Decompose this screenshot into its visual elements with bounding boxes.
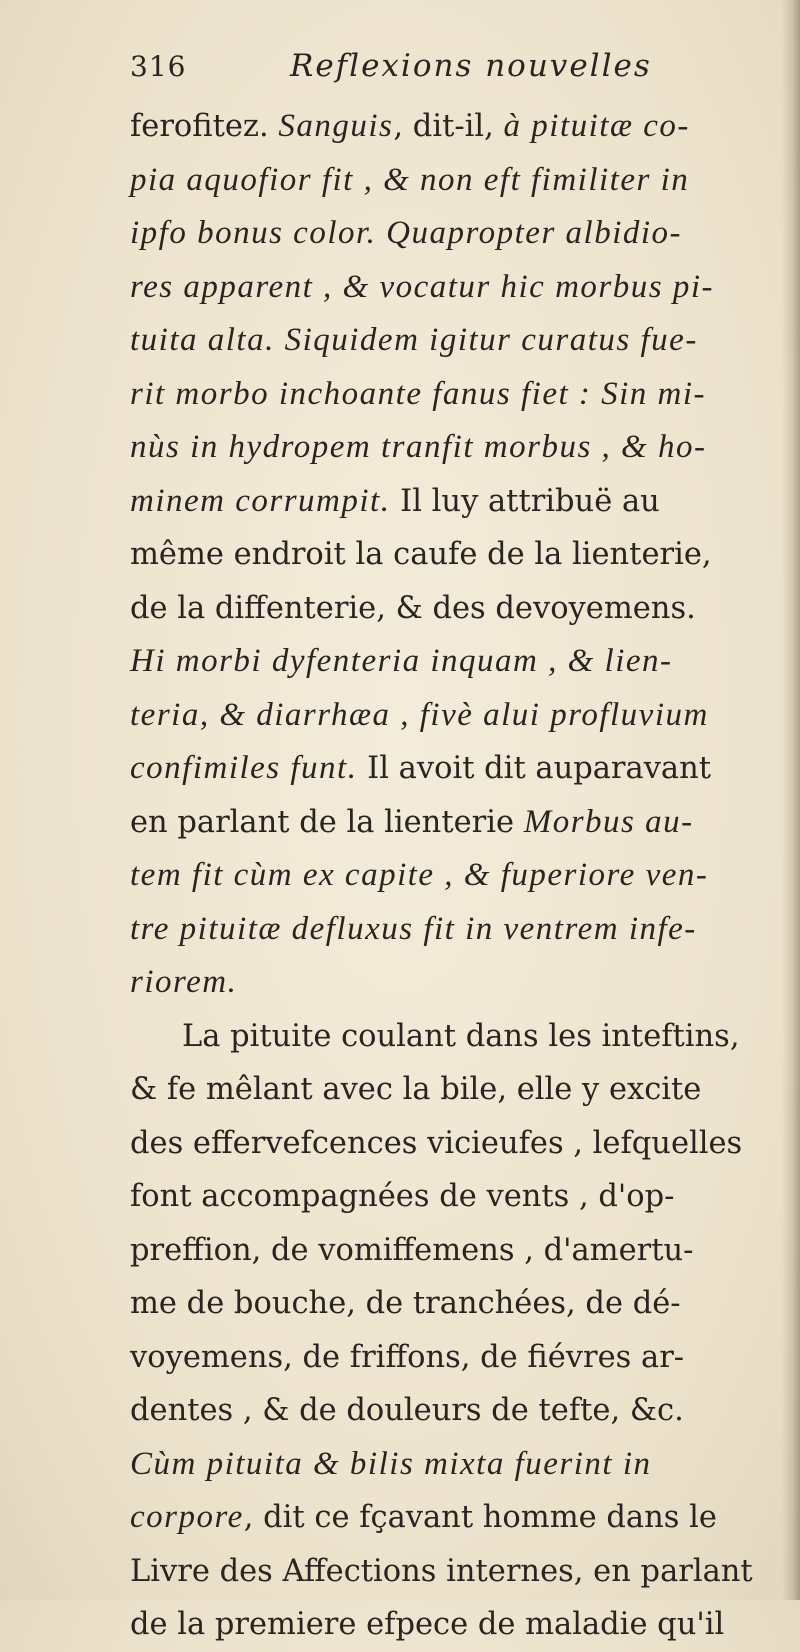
text-run: ferofitez. xyxy=(130,109,279,144)
page-number: 316 xyxy=(130,50,187,83)
italic-quote: tre pituitæ defluxus fit in ventrem infe- xyxy=(130,910,697,947)
italic-quote: Hi morbi dyfenteria inquam , & lien- xyxy=(130,643,673,679)
text-run: La pituite coulant dans les inteftins, xyxy=(182,1018,740,1054)
text-run: des effervefcences vicieufes , lefquelles xyxy=(130,1125,743,1161)
text-line xyxy=(130,635,780,689)
text-line xyxy=(130,742,780,796)
text-line xyxy=(130,1331,780,1385)
text-line xyxy=(130,1491,780,1545)
text-line xyxy=(130,1224,780,1278)
text-line xyxy=(130,1438,780,1492)
text-line xyxy=(130,903,780,957)
text-run: Il avoit dit auparavant xyxy=(357,751,712,786)
text-run: & fe mêlant avec la bile, elle y excite xyxy=(130,1072,702,1107)
text-line xyxy=(130,1545,780,1599)
text-line xyxy=(130,261,780,315)
text-line xyxy=(130,796,780,850)
italic-quote: rit morbo inchoante fanus fiet : Sin mi- xyxy=(130,375,707,412)
text-line xyxy=(130,956,780,1010)
text-line xyxy=(130,207,780,261)
running-head xyxy=(130,48,780,100)
text-line xyxy=(130,1010,780,1064)
text-run: font accompagnées de vents , d'op- xyxy=(130,1179,675,1214)
italic-quote: Morbus au- xyxy=(523,803,694,840)
italic-quote: tem fit cùm ex capite , & fuperiore ven- xyxy=(130,857,709,893)
text-line xyxy=(130,1063,780,1117)
text-run: Livre des Affections internes, en parlant xyxy=(130,1553,753,1589)
text-line xyxy=(130,421,780,475)
italic-quote: riorem. xyxy=(130,964,238,1000)
italic-quote: pia aquofior fit , & non eft fimiliter in xyxy=(130,161,690,198)
italic-quote: à pituitæ co- xyxy=(503,108,690,144)
text-line xyxy=(130,1384,780,1438)
italic-quote: res apparent , & vocatur hic morbus pi- xyxy=(130,268,715,305)
book-page xyxy=(130,48,780,1652)
text-line xyxy=(130,368,780,422)
body-text xyxy=(130,100,780,1652)
italic-quote: minem corrumpit. xyxy=(130,482,391,519)
text-run: de la diffenterie, & des devoyemens. xyxy=(130,590,696,626)
text-line xyxy=(130,528,780,582)
text-run: voyemens, de friffons, de fiévres ar- xyxy=(130,1339,685,1375)
italic-quote: nùs in hydropem tranfit morbus , & ho- xyxy=(130,429,707,465)
italic-quote: ipfo bonus color. Quapropter albidio- xyxy=(130,215,683,251)
page-edge-shadow xyxy=(782,0,800,1600)
text-line xyxy=(130,1170,780,1224)
italic-quote: corpore xyxy=(130,1499,244,1535)
text-line xyxy=(130,314,780,368)
text-line xyxy=(130,849,780,903)
italic-quote: teria, & diarrhæa , fivè alui profluvium xyxy=(130,696,709,733)
text-line xyxy=(130,475,780,529)
italic-quote: Cùm pituita & bilis mixta fuerint in xyxy=(130,1445,652,1482)
italic-quote: confimiles funt. xyxy=(130,750,358,786)
text-run: me de bouche, de tranchées, de dé- xyxy=(130,1286,681,1321)
text-run: de la premiere efpece de maladie qu'il xyxy=(130,1607,725,1642)
italic-quote: tuita alta. Siquidem igitur curatus fue- xyxy=(130,322,698,358)
text-run: dentes , & de douleurs de tefte, &c. xyxy=(130,1393,684,1428)
running-title: Reflexions nouvelles xyxy=(290,48,652,84)
text-run: , dit-il, xyxy=(393,109,504,144)
text-line xyxy=(130,582,780,636)
text-run: même endroit la caufe de la lienterie, xyxy=(130,537,712,572)
text-run: , dit ce fçavant homme dans le xyxy=(243,1500,717,1535)
text-run: Il luy attribuë au xyxy=(390,483,660,519)
text-line xyxy=(130,689,780,743)
text-line xyxy=(130,154,780,208)
text-run: en parlant de la lienterie xyxy=(130,804,524,840)
text-line xyxy=(130,1598,780,1652)
text-line xyxy=(130,100,780,154)
text-line xyxy=(130,1277,780,1331)
text-run: preffion, de vomiffemens , d'amertu- xyxy=(130,1232,694,1268)
italic-quote: Sanguis xyxy=(278,108,394,144)
text-line xyxy=(130,1117,780,1171)
